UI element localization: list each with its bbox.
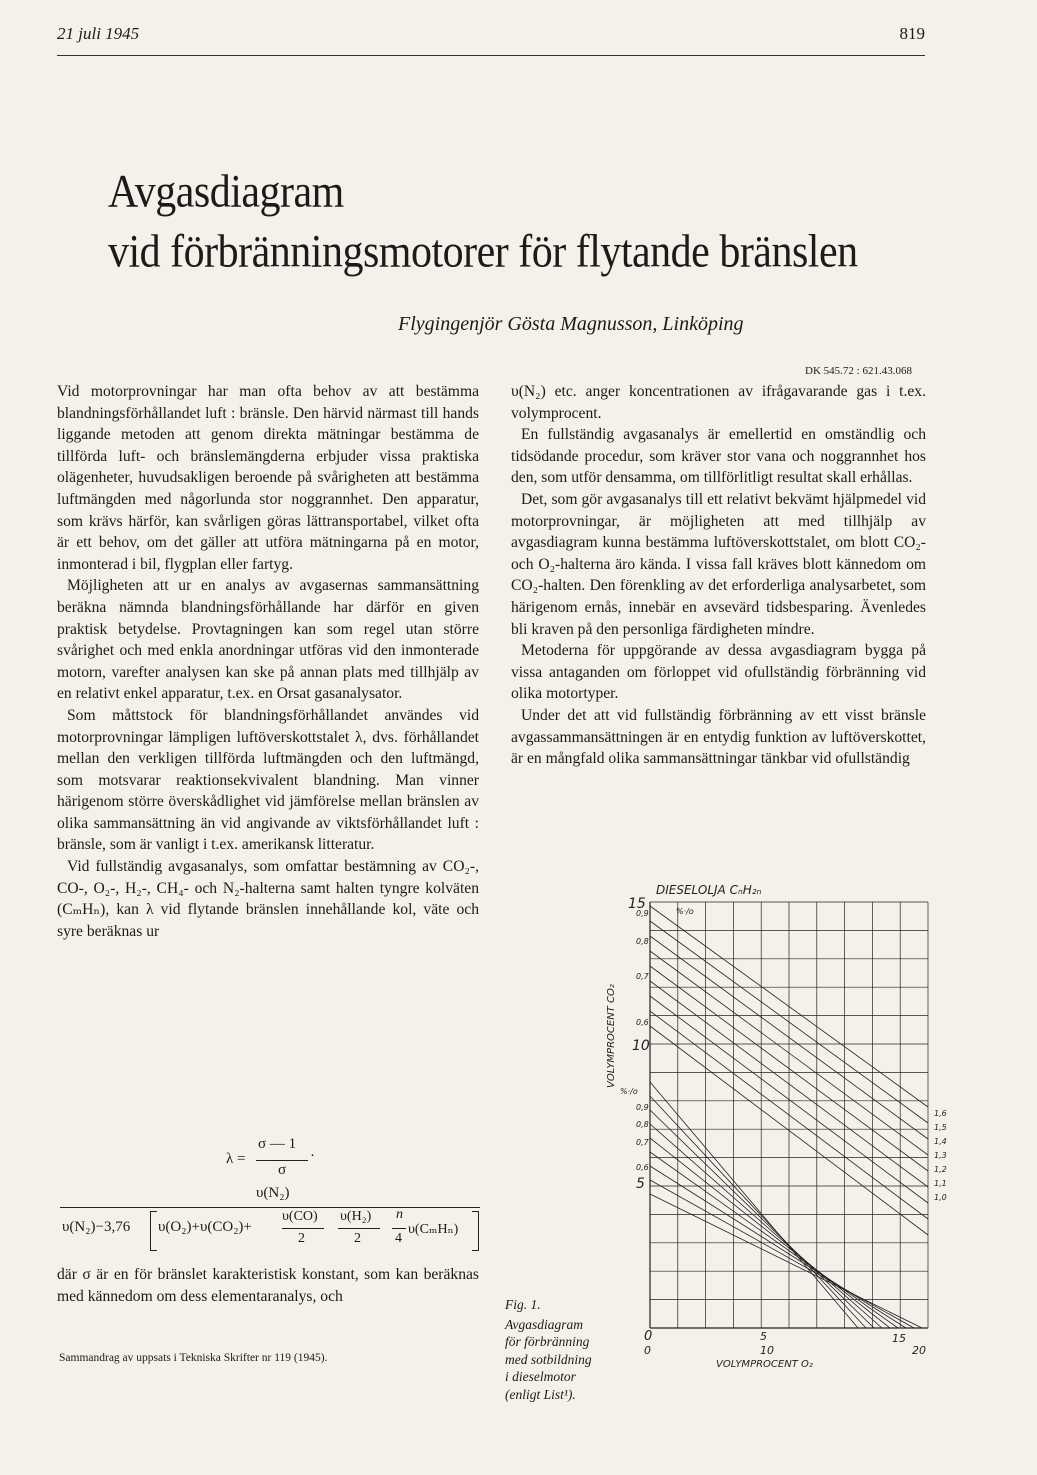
- lambda-dot: ·: [310, 1148, 315, 1164]
- bracket-end-term: υ(CₘHₙ): [408, 1222, 459, 1237]
- lower-mark: %·/o: [620, 1087, 638, 1096]
- right-mark: 1,5: [934, 1123, 947, 1132]
- paragraph: En fullständig avgasanalys är emellertid en omständlig och tidsödande procedur, som kräver stor vana och noggrannhet hos den, som utför densamma, om tillförlitligt resultat skall erhållas.: [511, 426, 926, 487]
- right-mark: 1,3: [934, 1151, 947, 1160]
- frac2-den: 2: [354, 1231, 361, 1246]
- article-title-line-1: Avgasdiagram: [108, 166, 344, 218]
- right-mark: 1,4: [934, 1137, 947, 1146]
- author-byline: Flygingenjör Gösta Magnusson, Linköping: [398, 313, 744, 335]
- frac3-num: n: [396, 1207, 403, 1222]
- lambda-denominator: σ: [278, 1162, 287, 1178]
- bracket-term-a: υ(O₂)+υ(CO₂)+: [158, 1219, 252, 1235]
- left-column: [57, 381, 479, 942]
- upper-mark: 0,6: [636, 1018, 649, 1027]
- frac1-num: υ(CO): [282, 1209, 318, 1224]
- caption-line: för förbränning: [505, 1334, 590, 1349]
- right-mark: 1,6: [934, 1109, 947, 1118]
- y-tick-15: 15: [628, 896, 646, 912]
- y-axis-label: VOLYMPROCENT CO₂: [606, 984, 617, 1088]
- caption-line: med sotbildning: [505, 1351, 592, 1367]
- diagram-title: DIESELOLJA CₙH₂ₙ: [656, 883, 762, 897]
- x-tick-10: 10: [760, 1344, 774, 1357]
- header-rule: [57, 55, 925, 56]
- x-axis-label: VOLYMPROCENT O₂: [716, 1359, 813, 1370]
- paragraph: Vid motorprovningar har man ofta behov av att bestämma blandningsförhållandet luft : bränsle. Den härvid närmast till hands liggande metoden att genom direkta mätningar bestämma de tillförda luft- och bränslemängderna erbjuder vissa praktiska olägenheter, huvudsakligen beroende på svårigheten att bestämma luftmängden med någorlunda stor noggrannhet. Den apparatur, som krävs härför, kan svårligen göras lättransportabel, vilket ofta är ett behov, om det gäller att utföra mätningarna på en motor, inmonterad i bil, flygplan eller fartyg.: [57, 383, 479, 573]
- sigma-numerator: υ(N₂): [256, 1185, 290, 1201]
- frac1-den: 2: [298, 1231, 305, 1246]
- lower-diagonal-line: [650, 1180, 914, 1328]
- paragraph: Möjligheten att ur en analys av avgasernas sammansättning beräkna nämnda blandningsförhållande har därför en given praktisk betydelse. Provtagningen kan som regel utan större svårighet och med enkla anordningar utföras vid den inmonterade motorn, varefter analysen kan ske på annan plats med tillhjälp av en relativt enkel apparatur, t.ex. en Orsat gasanalysator.: [57, 577, 479, 703]
- exhaust-diagram: [596, 880, 956, 1380]
- lower-mark: 0,8: [636, 1120, 649, 1129]
- lambda-numerator: σ — 1: [258, 1136, 297, 1152]
- lambda-fraction-bar: [256, 1160, 308, 1161]
- open-bracket: [150, 1211, 157, 1251]
- after-formula-paragraph: där σ är en för bränslet karakteristisk konstant, som kan beräknas med kännedom om dess elementaranalys, och: [57, 1266, 479, 1305]
- lower-diagonal-line: [650, 1166, 906, 1328]
- close-bracket: [472, 1211, 479, 1251]
- right-mark: 1,0: [934, 1193, 947, 1202]
- x-tick-20: 20: [912, 1344, 926, 1357]
- y-tick-0: 0: [644, 1329, 653, 1344]
- lower-diagonal-line: [650, 1096, 866, 1328]
- right-mark: 1,1: [934, 1179, 947, 1188]
- header-date: 21 juli 1945: [57, 24, 140, 43]
- paragraph: Under det att vid fullständig förbränning av ett visst bränsle avgassammansättningen är en entydig funktion av luftöverskottet, är en mångfald olika sammansättningar tänkbar vid ofullständig: [511, 706, 926, 768]
- x-tick-0: 0: [644, 1344, 651, 1357]
- caption-line: i dieselmotor: [505, 1369, 576, 1384]
- paragraph: υ(N₂) etc. anger koncentrationen av ifrågavarande gas i t.ex. volymprocent.: [511, 383, 926, 422]
- dk-classification: DK 545.72 : 621.43.068: [805, 365, 912, 377]
- caption-line: Avgasdiagram: [505, 1316, 584, 1332]
- lower-diagonal-line: [650, 1110, 874, 1328]
- paragraph: Som måttstock för blandningsförhållandet användes vid motorprovningar lämpligen luftöverskottstalet λ, dvs. förhållandet mellan den verkligen tillförda luftmängden och den luftmängd, som motsvarar reaktionsekvivalent blandning. Man vinner härigenom större överskådlighet vid jämförelse mellan bränslen av olika sammansättning än vid angivande av viktsförhållandet luft : bränsle, som är vanligt i t.ex. amerikansk litteratur.: [57, 706, 479, 854]
- upper-mark: 0,8: [636, 937, 649, 946]
- y-tick-10: 10: [632, 1038, 650, 1054]
- right-mark: 1,2: [934, 1165, 947, 1174]
- frac3-den: 4: [395, 1231, 402, 1246]
- sigma-denominator-lhs: υ(N₂)−3,76: [62, 1219, 131, 1235]
- article-title-line-2: vid förbränningsmotorer för flytande bränslen: [108, 226, 858, 278]
- paragraph: Metoderna för uppgörande av dessa avgasdiagram bygga på vissa antaganden om förloppet vid ofullständig förbränning vid olika motortyper.: [511, 642, 926, 703]
- caption-line: (enligt List¹).: [505, 1386, 576, 1402]
- upper-mark: 0,7: [636, 972, 649, 981]
- upper-mark: 0,9: [636, 909, 649, 918]
- sigma-formula: [60, 1185, 490, 1257]
- lower-mark: 0,9: [636, 1103, 649, 1112]
- lower-mark: 0,6: [636, 1163, 649, 1172]
- x-tick-5: 5: [760, 1330, 767, 1343]
- sigma-fraction-bar: [60, 1207, 480, 1208]
- paragraph: Det, som gör avgasanalys till ett relativt bekvämt hjälpmedel vid motorprovningar, är möjligheten att med tillhjälp av avgasdiagram kunna bestämma luftöverskottstalet, om blott CO₂- och O₂-halterna äro kända. I vissa fall kräves blott kännedom om CO₂-halten. Den förenkling av det erforderliga analysarbetet, som härigenom ernås, innebär en avsevärd tidsbesparing. Ävenledes bli kraven på den personliga färdigheten mindre.: [511, 490, 926, 638]
- footnote: Sammandrag av uppsats i Tekniska Skrifter nr 119 (1945).: [59, 1352, 328, 1364]
- x-tick-15: 15: [892, 1332, 906, 1345]
- frac2-bar: [338, 1228, 380, 1229]
- page-number: 819: [899, 24, 925, 43]
- frac1-bar: [282, 1228, 324, 1229]
- lower-mark: 0,7: [636, 1138, 649, 1147]
- lower-diagonal-line: [650, 1152, 898, 1328]
- figure-label: Fig. 1.: [505, 1297, 541, 1312]
- lower-diagonal-line: [650, 1124, 882, 1328]
- frac3-bar: [392, 1228, 406, 1229]
- frac2-num: υ(H₂): [340, 1209, 372, 1224]
- upper-mark: %·/o: [676, 907, 694, 916]
- y-tick-5: 5: [636, 1176, 645, 1192]
- paragraph: Vid fullständig avgasanalys, som omfattar bestämning av CO₂-, CO-, O₂-, H₂-, CH₄- och N₂-halterna samt halten tyngre kolväten (CₘHₙ), kan λ vid flytande bränslen innehållande kol, väte och syre beräknas ur: [57, 858, 479, 940]
- lower-diagonal-line: [650, 1082, 858, 1328]
- right-column: [511, 381, 926, 770]
- lambda-lhs: λ =: [226, 1151, 246, 1167]
- exhaust-diagram-svg: [596, 880, 956, 1380]
